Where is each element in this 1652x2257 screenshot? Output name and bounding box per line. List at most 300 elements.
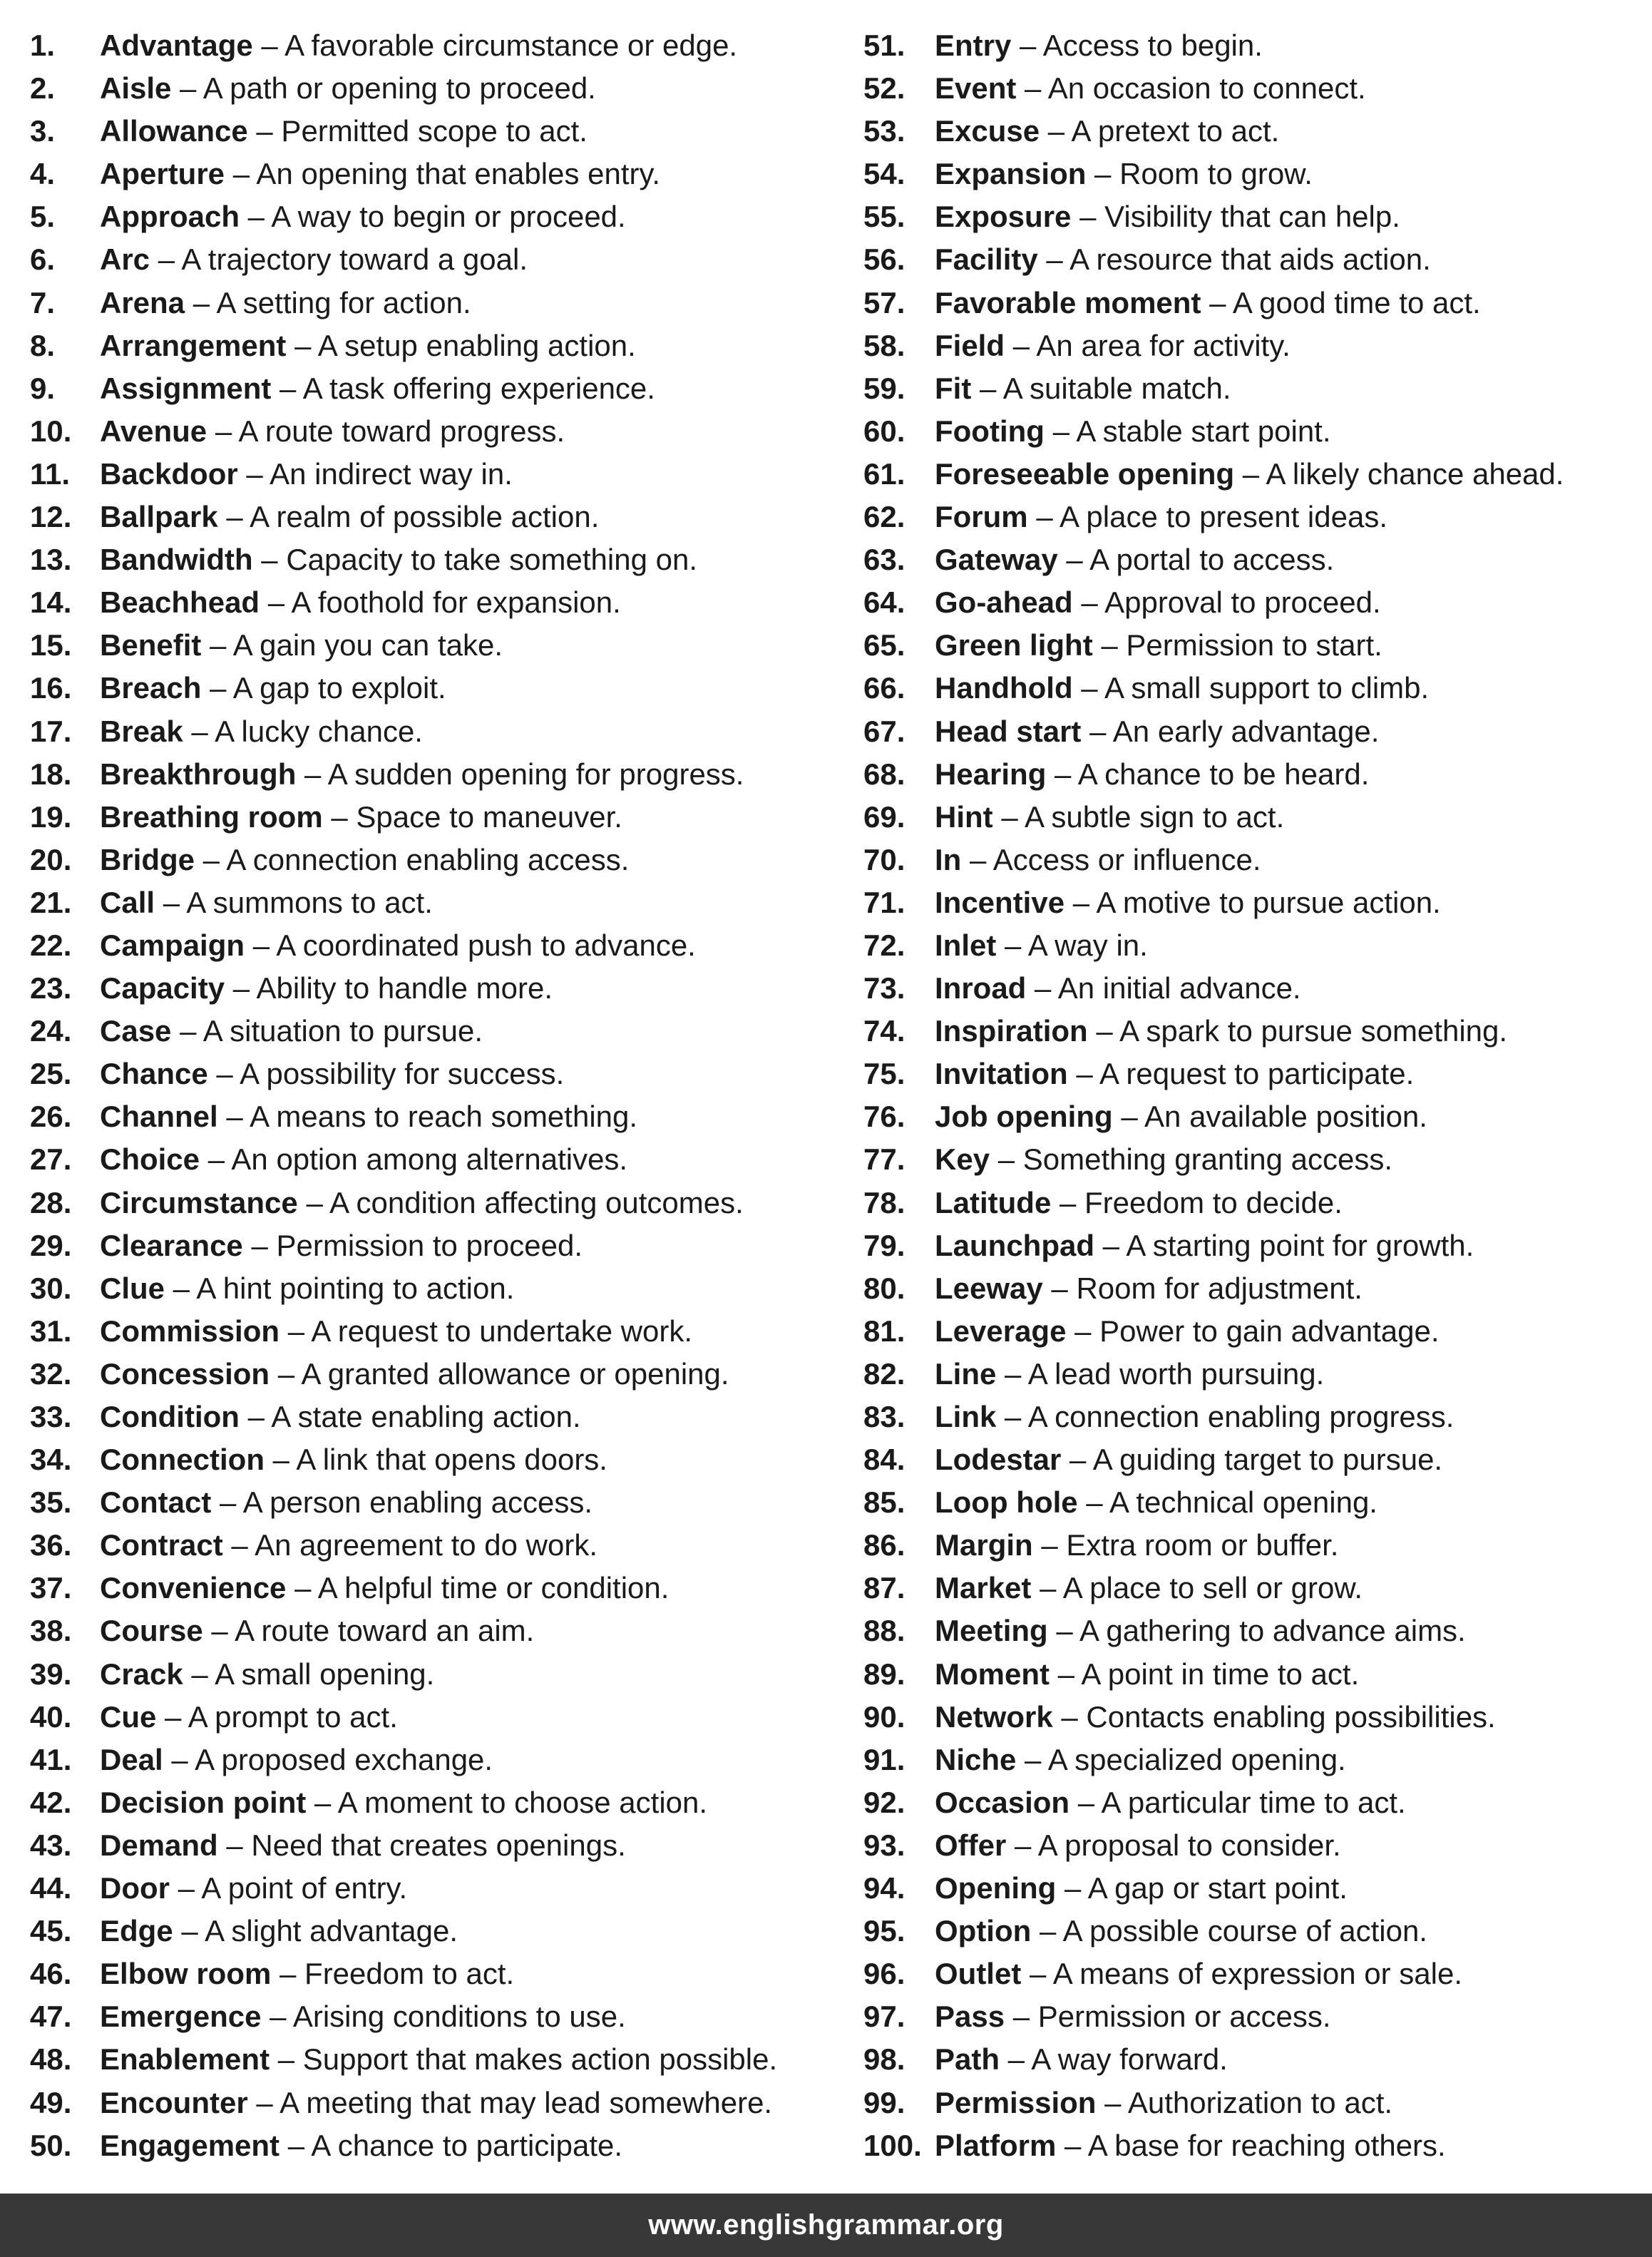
list-item [30, 2038, 857, 2081]
item-definition: – A task offering experience. [271, 371, 655, 405]
item-definition: – Freedom to act. [271, 1957, 515, 1991]
item-definition: – Arising conditions to use. [261, 2000, 626, 2034]
item-definition: – An area for activity. [1005, 328, 1291, 362]
item-term: Market [935, 1571, 1032, 1605]
item-term: Clue [100, 1271, 165, 1305]
item-text [935, 1567, 1363, 1609]
list-item [30, 1824, 857, 1867]
item-term: Call [100, 885, 155, 919]
list-item [863, 1182, 1648, 1224]
item-definition: – An indirect way in. [237, 456, 513, 491]
item-term: Facility [935, 242, 1038, 277]
list-item [863, 67, 1648, 110]
item-term: Enablement [100, 2042, 270, 2077]
item-definition: – Permission to proceed. [242, 1228, 583, 1262]
item-number: 7. [30, 285, 56, 319]
list-item [863, 1053, 1648, 1095]
item-term: Footing [935, 414, 1045, 448]
item-definition: – Freedom to decide. [1051, 1185, 1343, 1219]
item-term: Gateway [935, 543, 1058, 577]
item-term: Bandwidth [100, 543, 253, 577]
item-text [100, 67, 596, 110]
item-number: 56. [863, 242, 905, 277]
item-text [100, 624, 503, 667]
item-text [935, 367, 1231, 410]
list-item [863, 282, 1648, 324]
item-term: Bridge [100, 842, 195, 876]
item-number: 60. [863, 414, 905, 448]
list-item [30, 1653, 857, 1696]
item-definition: – A foothold for expansion. [260, 585, 621, 620]
item-number: 15. [30, 628, 72, 662]
item-number: 85. [863, 1485, 905, 1520]
list-item [30, 1310, 857, 1353]
item-term: Launchpad [935, 1228, 1095, 1262]
item-number: 47. [30, 2000, 72, 2034]
item-text [100, 1481, 592, 1524]
item-text [935, 496, 1387, 538]
list-item [30, 282, 857, 324]
item-definition: – A way in. [996, 928, 1148, 962]
item-definition: – A gap or start point. [1056, 1871, 1348, 1905]
item-text [935, 410, 1331, 453]
list-item [30, 1138, 857, 1181]
item-number: 66. [863, 671, 905, 705]
item-number: 51. [863, 29, 905, 62]
item-term: Contact [100, 1485, 212, 1520]
item-term: Loop hole [935, 1485, 1078, 1520]
item-term: Leeway [935, 1271, 1043, 1305]
list-item [863, 1739, 1648, 1781]
item-term: Margin [935, 1528, 1033, 1562]
item-term: Emergence [100, 2000, 262, 2034]
item-text [935, 1696, 1496, 1739]
list-item [863, 110, 1648, 153]
item-text [100, 1867, 407, 1910]
item-definition: – A setting for action. [185, 285, 471, 319]
list-item [30, 496, 857, 538]
list-item [30, 710, 857, 753]
item-term: Invitation [935, 1057, 1068, 1091]
item-term: Advantage [100, 29, 253, 62]
item-number: 100. [863, 2128, 922, 2162]
item-definition: – Extra room or buffer. [1032, 1528, 1339, 1562]
item-definition: – A slight advantage. [173, 1914, 458, 1948]
item-text [935, 1524, 1338, 1567]
item-definition: – A suitable match. [971, 371, 1231, 405]
item-term: Elbow room [100, 1957, 272, 1991]
list-item [863, 753, 1648, 796]
item-term: Benefit [100, 628, 202, 662]
item-text [935, 67, 1366, 110]
list-item [30, 1182, 857, 1224]
list-item [30, 581, 857, 624]
item-definition: – An agreement to do work. [222, 1528, 597, 1562]
item-number: 70. [863, 842, 905, 876]
item-number: 18. [30, 757, 72, 791]
item-number: 19. [30, 799, 72, 834]
item-number: 97. [863, 2000, 905, 2034]
item-text [100, 1095, 637, 1138]
item-number: 77. [863, 1142, 905, 1177]
item-text [100, 282, 471, 324]
item-term: Field [935, 328, 1005, 362]
item-definition: – A connection enabling progress. [996, 1400, 1455, 1433]
item-number: 63. [863, 543, 905, 577]
item-term: Channel [100, 1100, 218, 1134]
item-term: Capacity [100, 971, 225, 1005]
item-term: Incentive [935, 885, 1065, 919]
item-term: Clearance [100, 1228, 243, 1262]
item-term: Arena [100, 285, 185, 319]
item-term: Engagement [100, 2128, 280, 2162]
item-term: Go-ahead [935, 585, 1073, 620]
item-number: 91. [863, 1742, 905, 1776]
item-number: 72. [863, 928, 905, 962]
item-number: 43. [30, 1828, 72, 1862]
item-term: Option [935, 1914, 1032, 1948]
item-term: Niche [935, 1742, 1017, 1776]
item-number: 57. [863, 285, 905, 319]
list-item [30, 1524, 857, 1567]
item-number: 58. [863, 328, 905, 362]
item-text [935, 1609, 1466, 1652]
item-term: Key [935, 1142, 990, 1177]
item-number: 4. [30, 157, 56, 191]
item-number: 81. [863, 1314, 905, 1348]
item-definition: – A sudden opening for progress. [296, 757, 744, 791]
item-definition: – An available position. [1112, 1100, 1427, 1134]
list-item [30, 324, 857, 367]
list-item [863, 1867, 1648, 1910]
item-term: Hearing [935, 757, 1047, 791]
item-text [935, 881, 1441, 924]
item-text [935, 839, 1261, 881]
item-term: Backdoor [100, 456, 238, 491]
item-term: Inroad [935, 971, 1027, 1005]
item-definition: – A means of expression or sale. [1021, 1957, 1463, 1991]
item-definition: – A gathering to advance aims. [1047, 1614, 1466, 1648]
item-definition: – An initial advance. [1026, 971, 1301, 1005]
item-term: Concession [100, 1356, 270, 1391]
item-definition: – Permission or access. [1005, 2000, 1331, 2034]
item-number: 95. [863, 1914, 905, 1948]
item-definition: – A condition affecting outcomes. [297, 1185, 744, 1219]
list-item [30, 1609, 857, 1652]
item-number: 69. [863, 799, 905, 834]
item-number: 27. [30, 1142, 72, 1177]
item-definition: – Room for adjustment. [1042, 1271, 1363, 1305]
item-definition: – A likely chance ahead. [1234, 456, 1564, 491]
item-definition: – A small opening. [183, 1657, 435, 1691]
list-item [863, 1696, 1648, 1739]
item-term: Aperture [100, 157, 225, 191]
item-definition: – A point in time to act. [1050, 1657, 1360, 1691]
item-number: 14. [30, 585, 72, 620]
item-number: 65. [863, 628, 905, 662]
item-definition: – A point of entry. [170, 1871, 408, 1905]
item-number: 61. [863, 456, 905, 491]
item-number: 53. [863, 114, 905, 148]
item-number: 28. [30, 1185, 72, 1219]
item-number: 84. [863, 1443, 905, 1477]
list-item [30, 367, 857, 410]
item-definition: – An option among alternatives. [200, 1142, 628, 1177]
item-term: Job opening [935, 1100, 1113, 1134]
item-number: 93. [863, 1828, 905, 1862]
item-text [100, 1995, 626, 2038]
list-item [30, 839, 857, 881]
item-definition: – A specialized opening. [1016, 1742, 1346, 1776]
item-term: Break [100, 714, 183, 748]
item-text [935, 1824, 1341, 1867]
item-term: Event [935, 71, 1017, 106]
list-item [30, 881, 857, 924]
item-number: 54. [863, 157, 905, 191]
item-term: Commission [100, 1314, 280, 1348]
item-text [935, 1781, 1406, 1824]
item-number: 13. [30, 543, 72, 577]
list-item [863, 967, 1648, 1010]
item-definition: – A moment to choose action. [306, 1785, 708, 1819]
item-text [100, 1267, 514, 1310]
item-number: 3. [30, 114, 56, 148]
item-text [935, 2124, 1446, 2167]
item-definition: – A resource that aids action. [1037, 242, 1431, 277]
item-number: 33. [30, 1400, 72, 1433]
list-item [30, 667, 857, 710]
list-item [863, 1310, 1648, 1353]
item-number: 94. [863, 1871, 905, 1905]
item-definition: – Access to begin. [1011, 29, 1263, 62]
item-term: Aisle [100, 71, 172, 106]
item-number: 92. [863, 1785, 905, 1819]
item-text [100, 1653, 434, 1696]
list-item [30, 153, 857, 195]
item-definition: – A guiding target to pursue. [1061, 1443, 1443, 1477]
item-definition: – A means to reach something. [217, 1100, 638, 1134]
list-item [30, 2124, 857, 2167]
list-item [863, 1910, 1648, 1953]
item-number: 38. [30, 1614, 72, 1648]
item-text [935, 1138, 1392, 1181]
item-number: 74. [863, 1014, 905, 1048]
list-item [30, 1010, 857, 1053]
list-item [30, 1267, 857, 1310]
item-definition: – A way forward. [1000, 2042, 1228, 2077]
item-number: 23. [30, 971, 72, 1005]
item-number: 62. [863, 500, 905, 534]
list-item [30, 1696, 857, 1739]
word-list-column-right [863, 24, 1648, 2167]
item-term: In [935, 842, 962, 876]
item-definition: – A lucky chance. [183, 714, 423, 748]
list-item [30, 1438, 857, 1481]
list-item [30, 1995, 857, 2038]
item-term: Handhold [935, 671, 1073, 705]
item-term: Excuse [935, 114, 1040, 148]
item-term: Exposure [935, 200, 1072, 234]
list-item [863, 538, 1648, 581]
list-item [30, 624, 857, 667]
item-term: Demand [100, 1828, 218, 1862]
list-item [863, 581, 1648, 624]
item-text [935, 1438, 1442, 1481]
list-item [30, 1739, 857, 1781]
list-item [863, 367, 1648, 410]
item-term: Pass [935, 2000, 1005, 2034]
list-item [863, 1438, 1648, 1481]
item-number: 36. [30, 1528, 72, 1562]
list-item [863, 238, 1648, 281]
item-definition: – A proposal to consider. [1006, 1828, 1341, 1862]
item-definition: – A setup enabling action. [286, 328, 636, 362]
item-text [935, 238, 1431, 281]
item-definition: – A realm of possible action. [217, 500, 600, 534]
item-term: Foreseeable opening [935, 456, 1235, 491]
list-item [863, 1396, 1648, 1438]
item-term: Forum [935, 500, 1028, 534]
item-text [935, 624, 1382, 667]
item-number: 26. [30, 1100, 72, 1134]
item-definition: – A summons to act. [155, 885, 433, 919]
item-term: Course [100, 1614, 203, 1648]
list-item [30, 24, 857, 67]
item-number: 12. [30, 500, 72, 534]
list-item [30, 1867, 857, 1910]
list-item [863, 924, 1648, 967]
item-term: Ballpark [100, 500, 218, 534]
item-text [935, 153, 1313, 195]
item-term: Network [935, 1699, 1053, 1734]
list-item [863, 1609, 1648, 1652]
item-number: 16. [30, 671, 72, 705]
item-term: Green light [935, 628, 1093, 662]
item-text [100, 453, 513, 496]
list-item [30, 67, 857, 110]
item-number: 25. [30, 1057, 72, 1091]
item-number: 17. [30, 714, 72, 748]
item-term: Offer [935, 1828, 1007, 1862]
list-item [30, 195, 857, 238]
item-number: 80. [863, 1271, 905, 1305]
item-definition: – A chance to be heard. [1046, 757, 1370, 791]
item-text [935, 1267, 1363, 1310]
list-item [30, 1481, 857, 1524]
list-item [30, 538, 857, 581]
item-text [935, 110, 1279, 153]
item-term: Leverage [935, 1314, 1067, 1348]
item-definition: – A way to begin or proceed. [240, 200, 626, 234]
item-definition: – A motive to pursue action. [1064, 885, 1441, 919]
item-number: 41. [30, 1742, 72, 1776]
item-definition: – A possibility for success. [207, 1057, 565, 1091]
item-definition: – A person enabling access. [211, 1485, 593, 1520]
item-text [100, 1138, 627, 1181]
item-text [935, 1995, 1331, 2038]
list-item [863, 1824, 1648, 1867]
item-number: 96. [863, 1957, 905, 1991]
item-number: 29. [30, 1228, 72, 1262]
item-term: Avenue [100, 414, 207, 448]
item-number: 45. [30, 1914, 72, 1948]
item-text [100, 710, 423, 753]
list-item [863, 496, 1648, 538]
item-term: Convenience [100, 1571, 287, 1605]
item-term: Circumstance [100, 1185, 298, 1219]
item-term: Path [935, 2042, 1000, 2077]
item-term: Door [100, 1871, 170, 1905]
item-number: 37. [30, 1571, 72, 1605]
list-item [30, 796, 857, 839]
item-definition: – A request to undertake work. [279, 1314, 693, 1348]
item-text [100, 496, 599, 538]
item-definition: – Access or influence. [961, 842, 1261, 876]
item-definition: – Something granting access. [990, 1142, 1393, 1177]
list-item [863, 324, 1648, 367]
list-item [30, 1095, 857, 1138]
list-item [30, 1567, 857, 1609]
item-definition: – Visibility that can help. [1071, 200, 1400, 234]
list-item [30, 967, 857, 1010]
item-number: 32. [30, 1356, 72, 1391]
item-definition: – A favorable circumstance or edge. [252, 29, 738, 62]
list-item [863, 410, 1648, 453]
item-definition: – A subtle sign to act. [992, 799, 1285, 834]
item-text [100, 410, 565, 453]
item-number: 6. [30, 242, 56, 277]
item-text [100, 110, 588, 153]
item-number: 24. [30, 1014, 72, 1048]
list-item [30, 2082, 857, 2124]
item-definition: – A chance to participate. [279, 2128, 623, 2162]
item-term: Edge [100, 1914, 173, 1948]
item-term: Occasion [935, 1785, 1070, 1819]
item-term: Assignment [100, 371, 272, 405]
item-definition: – A situation to pursue. [171, 1014, 483, 1048]
item-definition: – A coordinated push to advance. [245, 928, 696, 962]
item-text [100, 2124, 622, 2167]
item-number: 99. [863, 2085, 905, 2119]
item-definition: – A portal to access. [1057, 543, 1335, 577]
item-definition: – A helpful time or condition. [286, 1571, 669, 1605]
item-number: 76. [863, 1100, 905, 1134]
item-text [935, 1653, 1359, 1696]
item-term: Inspiration [935, 1014, 1088, 1048]
item-number: 22. [30, 928, 72, 962]
list-item [863, 624, 1648, 667]
item-text [935, 195, 1400, 238]
item-text [100, 367, 655, 410]
item-number: 55. [863, 200, 905, 234]
item-number: 78. [863, 1185, 905, 1219]
item-definition: – A starting point for growth. [1094, 1228, 1474, 1262]
item-definition: – A lead worth pursuing. [996, 1356, 1325, 1391]
list-item [30, 1953, 857, 1995]
item-text [100, 1696, 398, 1739]
item-term: Encounter [100, 2085, 248, 2119]
item-term: Entry [935, 29, 1012, 62]
item-text [935, 710, 1379, 753]
item-term: Beachhead [100, 585, 260, 620]
item-term: Crack [100, 1657, 183, 1691]
item-term: Chance [100, 1057, 208, 1091]
item-number: 1. [30, 29, 56, 62]
item-number: 11. [30, 456, 71, 491]
item-number: 39. [30, 1657, 72, 1691]
list-item [863, 2082, 1648, 2124]
item-number: 75. [863, 1057, 905, 1091]
